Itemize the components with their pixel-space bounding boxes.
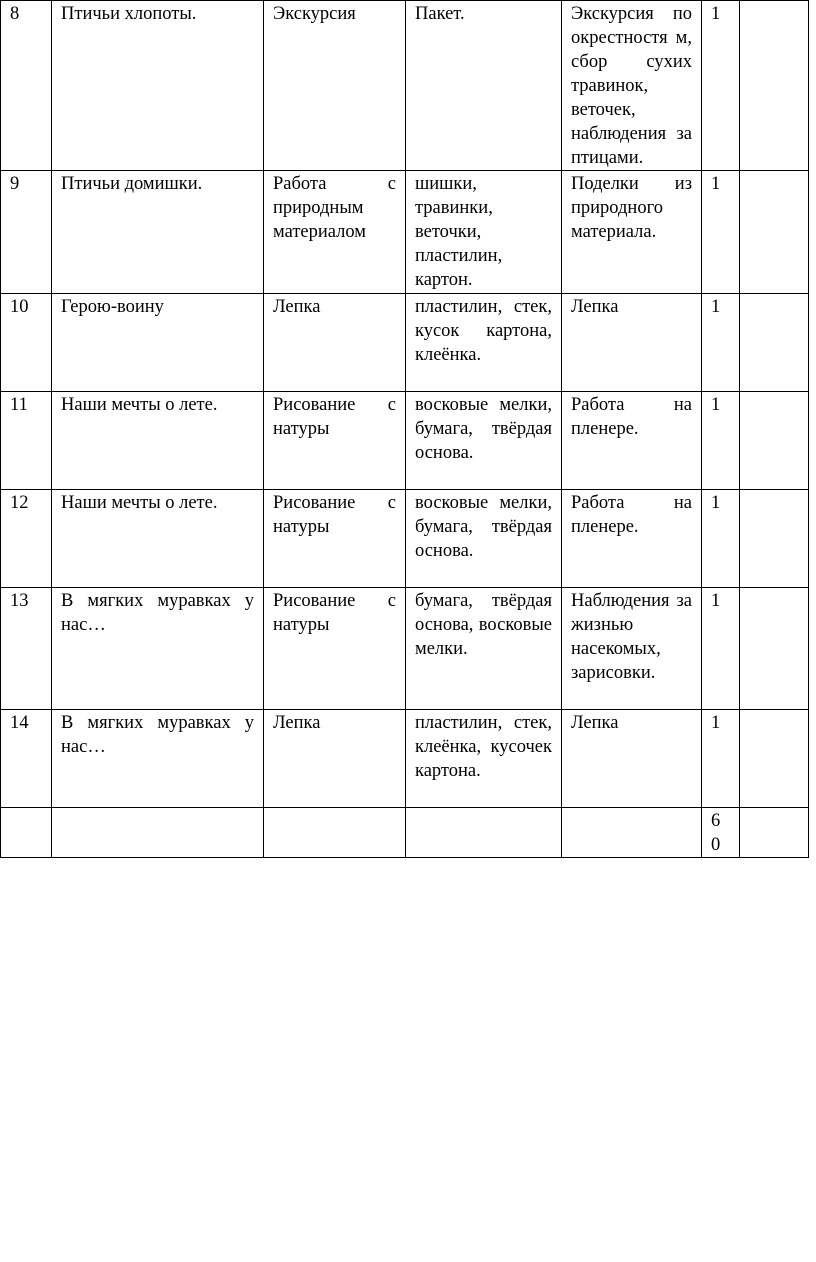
lesson-hours: 1: [702, 1, 740, 171]
lesson-activity: Лепка: [562, 294, 702, 392]
lesson-number: 13: [1, 588, 52, 710]
total-empty-cell: [406, 808, 562, 858]
lesson-hours: 1: [702, 392, 740, 490]
lesson-extra: [740, 710, 809, 808]
lesson-materials: пластилин, стек, клеёнка, кусочек картона.: [406, 710, 562, 808]
lesson-form: Рисование с натуры: [264, 490, 406, 588]
table-row: [1, 588, 809, 710]
lesson-extra: [740, 490, 809, 588]
lesson-number: 12: [1, 490, 52, 588]
lesson-form: Рисование с натуры: [264, 588, 406, 710]
lesson-topic: Птичьи хлопоты.: [52, 1, 264, 171]
lesson-topic: Наши мечты о лете.: [52, 490, 264, 588]
lesson-number: 10: [1, 294, 52, 392]
lesson-activity: Экскурсия по окрестностя м, сбор сухих травинок, веточек, наблюдения за птицами.: [562, 1, 702, 171]
lesson-extra: [740, 588, 809, 710]
lesson-extra: [740, 1, 809, 171]
total-hours-digit: 0: [711, 835, 721, 855]
lesson-activity: Лепка: [562, 710, 702, 808]
lesson-materials: шишки, травинки, веточки, пластилин, картон.: [406, 171, 562, 294]
lesson-hours: 1: [702, 171, 740, 294]
lesson-topic: Наши мечты о лете.: [52, 392, 264, 490]
lesson-materials: Пакет.: [406, 1, 562, 171]
lesson-number: 9: [1, 171, 52, 294]
lesson-materials: пластилин, стек, кусок картона, клеёнка.: [406, 294, 562, 392]
total-empty-cell: [740, 808, 809, 858]
lesson-materials: восковые мелки, бумага, твёрдая основа.: [406, 392, 562, 490]
total-empty-cell: [52, 808, 264, 858]
lesson-materials: бумага, твёрдая основа, восковые мелки.: [406, 588, 562, 710]
lesson-form: Рисование с натуры: [264, 392, 406, 490]
lesson-extra: [740, 392, 809, 490]
lesson-hours: 1: [702, 490, 740, 588]
total-empty-cell: [562, 808, 702, 858]
table-row: [1, 294, 809, 392]
table-row: [1, 490, 809, 588]
lesson-materials: восковые мелки, бумага, твёрдая основа.: [406, 490, 562, 588]
lesson-form: Работа с природным материалом: [264, 171, 406, 294]
lesson-activity: Наблюдения за жизнью насекомых, зарисовки.: [562, 588, 702, 710]
lesson-form: Лепка: [264, 710, 406, 808]
lesson-extra: [740, 294, 809, 392]
lesson-extra: [740, 171, 809, 294]
lesson-hours: 1: [702, 588, 740, 710]
lesson-number: 11: [1, 392, 52, 490]
table-row: [1, 392, 809, 490]
table-row: [1, 1, 809, 171]
total-empty-cell: [264, 808, 406, 858]
total-hours: [702, 808, 740, 858]
lesson-activity: Поделки из природного материала.: [562, 171, 702, 294]
total-empty-cell: [1, 808, 52, 858]
lesson-hours: 1: [702, 294, 740, 392]
lesson-topic: Герою-воину: [52, 294, 264, 392]
lesson-number: 8: [1, 1, 52, 171]
lesson-form: Экскурсия: [264, 1, 406, 171]
lesson-form: Лепка: [264, 294, 406, 392]
lesson-topic: В мягких муравках у нас…: [52, 588, 264, 710]
total-hours-digit: 6: [711, 811, 721, 831]
lesson-hours: 1: [702, 710, 740, 808]
table-row: [1, 710, 809, 808]
lesson-topic: Птичьи домишки.: [52, 171, 264, 294]
total-row: [1, 808, 809, 858]
table-row: [1, 171, 809, 294]
lesson-topic: В мягких муравках у нас…: [52, 710, 264, 808]
lesson-activity: Работа на пленере.: [562, 392, 702, 490]
lesson-activity: Работа на пленере.: [562, 490, 702, 588]
lesson-number: 14: [1, 710, 52, 808]
